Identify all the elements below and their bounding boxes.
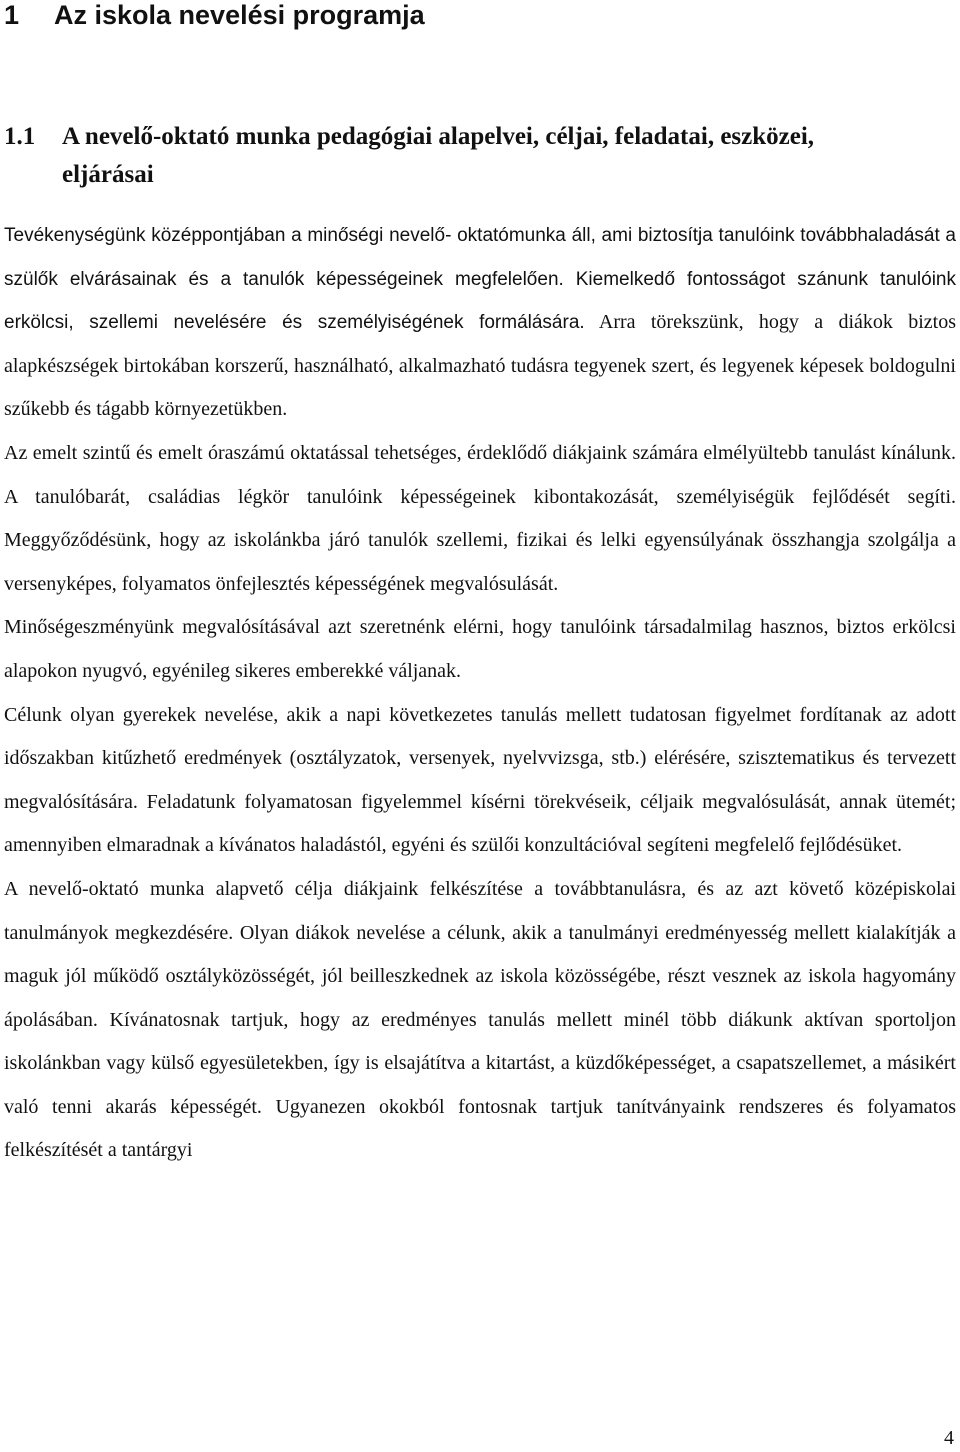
chapter-number: 1 (4, 0, 20, 30)
paragraph-1-sans-text: Tevékenységünk középpontjában a minőségi nevelő- oktatómunka áll, ami biztosítja tanulóink továbbhaladását a szülők elvárásainak és a tanulók képességeinek megfelelően. Kiemelkedő fontosságot szánunk tanulóink erkölcsi, szellemi nevelésére és személyiségének formálására. (4, 225, 956, 334)
section-number: 1.1 (4, 123, 36, 150)
paragraph-1 (4, 214, 956, 432)
paragraph-1-serif-text: Arra törekszünk, hogy a diákok biztos alapkészségek birtokában korszerű, használható, alkalmazható tudásra tegyenek szert, és legyenek képesek boldogulni szűkebb és tágabb környezetükben. (4, 311, 956, 421)
page-number: 4 (944, 1427, 954, 1449)
chapter-heading (4, 0, 425, 32)
paragraph-3: Minőségeszményünk megvalósításával azt szeretnénk elérni, hogy tanulóink társadalmilag hasznos, biztos erkölcsi alapokon nyugvó, egyénileg sikeres emberekké váljanak. (4, 616, 956, 682)
paragraph-2: Az emelt szintű és emelt óraszámú oktatással tehetséges, érdeklődő diákjaink számára elmélyültebb tanulást kínálunk. A tanulóbarát, családias légkör tanulóink képességeinek kibontakozását, személyiségük fejlődését segíti. Meggyőződésünk, hogy az iskolánkba járó tanulók szellemi, fizikai és lelki egyensúlyának összhangja szolgálja a versenyképes, folyamatos önfejlesztés képességének megvalósulását. (4, 441, 956, 595)
section-title-line-2: eljárásai (62, 161, 154, 188)
chapter-title: Az iskola nevelési programja (54, 0, 425, 30)
section-heading (4, 118, 956, 194)
body-text (4, 214, 956, 1173)
paragraph-5: A nevelő-oktató munka alapvető célja diákjaink felkészítése a továbbtanulásra, és az azt követő középiskolai tanulmányok megkezdésére. Olyan diákok nevelése a célunk, akik a tanulmányi eredményesség mellett kialakítják a maguk jól működő osztályközösségét, jól beilleszkednek az iskola közösségébe, részt vesznek az iskola hagyomány ápolásában. Kívánatosnak tartjuk, hogy az eredményes tanulás mellett minél több diákunk aktívan sportoljon iskolánkban vagy külső egyesületekben, így is elsajátítva a kitartást, a küzdőképességet, a csapatszellemet, a másikért való tenni akarás képességét. Ugyanezen okokból fontosnak tartjuk tanítványaink rendszeres és folyamatos felkészítését a tantárgyi (4, 877, 956, 1162)
section-title-line-1: A nevelő-oktató munka pedagógiai alapelvei, céljai, feladatai, eszközei, (62, 123, 815, 150)
paragraph-4: Célunk olyan gyerekek nevelése, akik a napi következetes tanulás mellett tudatosan figyelmet fordítanak az adott időszakban kitűzhető eredmények (osztályzatok, versenyek, nyelvvizsga, stb.) elérésére, szisztematikus és tervezett megvalósítására. Feladatunk folyamatosan figyelemmel kísérni törekvéseik, céljaik megvalósulását, annak ütemét; amennyiben elmaradnak a kívánatos haladástól, egyéni és szülői konzultációval segíteni megfelelő fejlődésüket. (4, 703, 956, 857)
